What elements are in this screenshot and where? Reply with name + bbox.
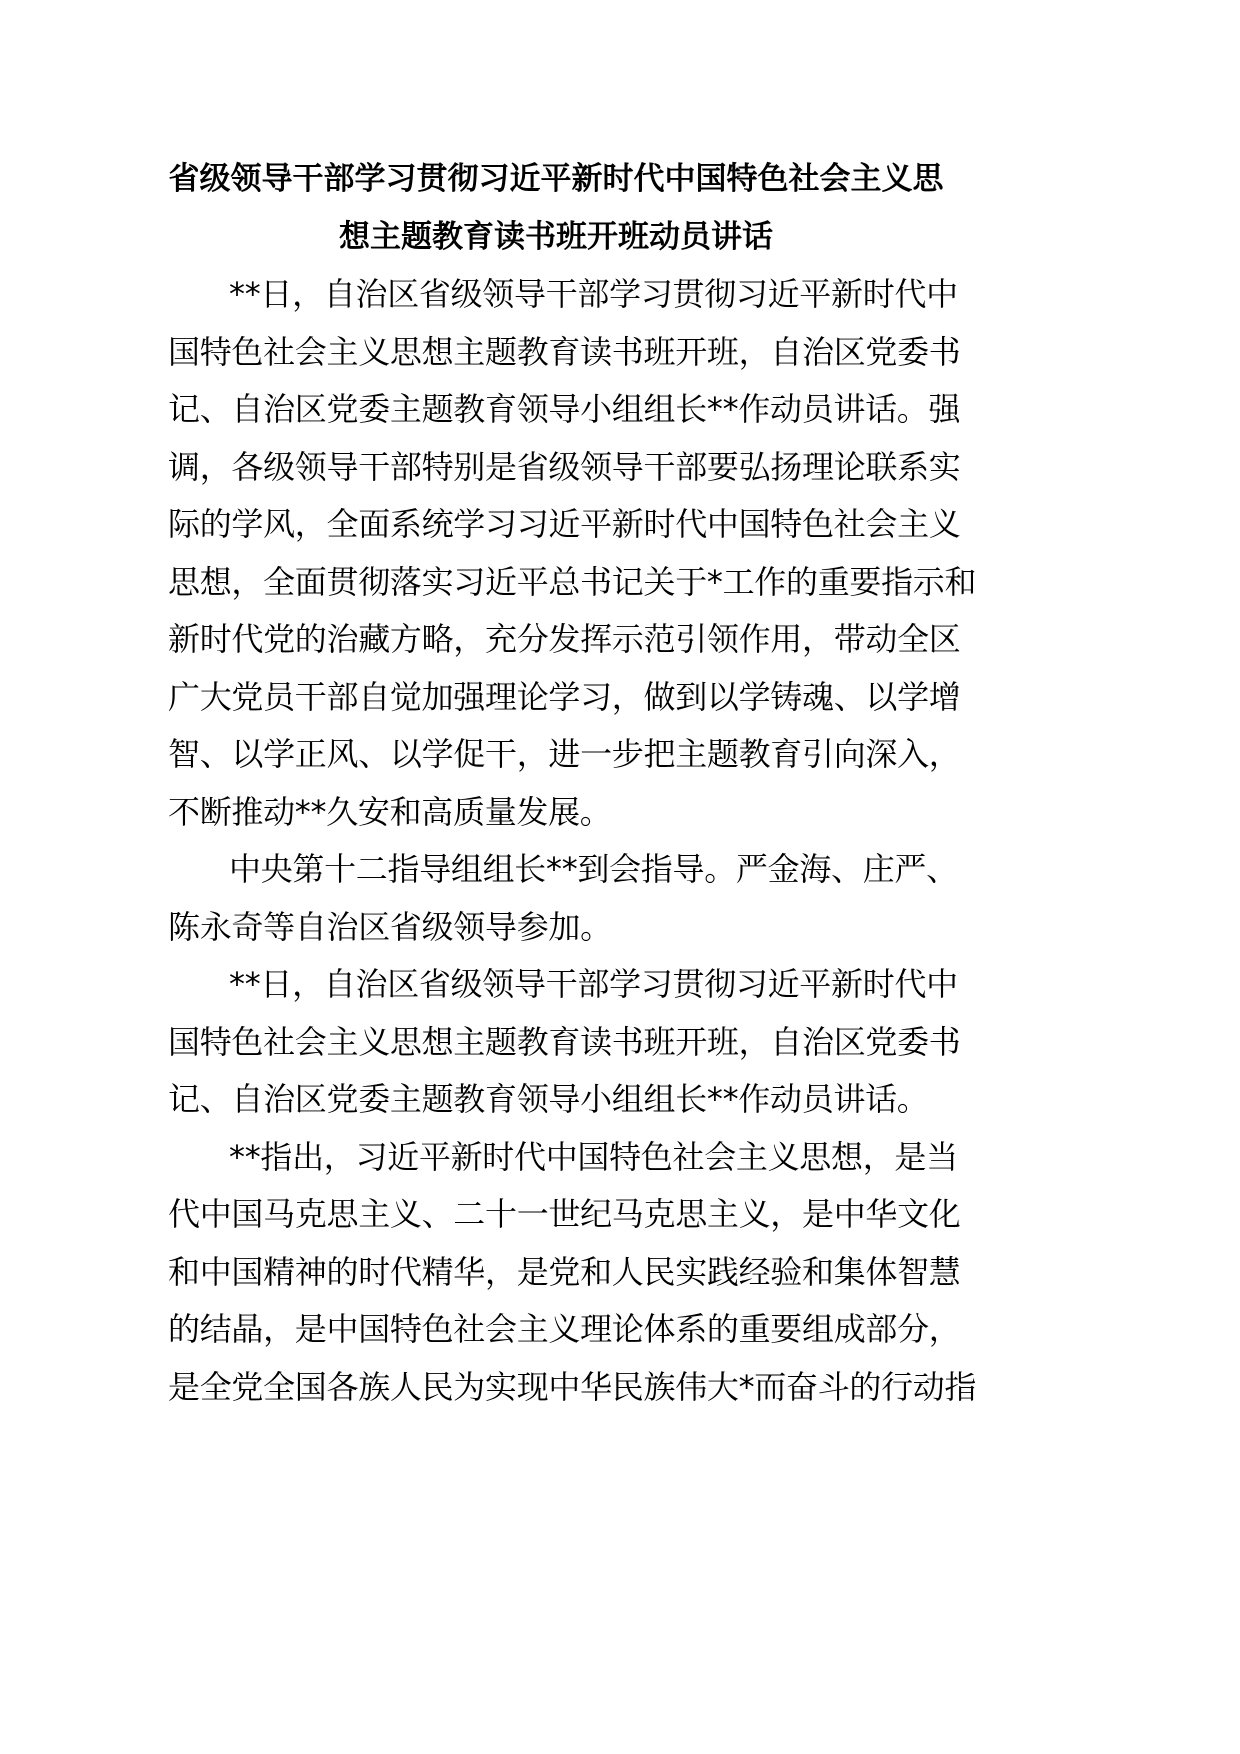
title-line-1: 省级领导干部学习贯彻习近平新时代中国特色社会主义思 bbox=[168, 161, 944, 197]
paragraph-line: 的结晶，是中国特色社会主义理论体系的重要组成部分， bbox=[168, 1310, 961, 1348]
paragraph-line: 记、自治区党委主题教育领导小组组长**作动员讲话。强 bbox=[168, 390, 961, 428]
paragraph-line: 记、自治区党委主题教育领导小组组长**作动员讲话。 bbox=[168, 1080, 929, 1118]
paragraph-line: 代中国马克思主义、二十一世纪马克思主义，是中华文化 bbox=[168, 1195, 961, 1233]
paragraph-line: 国特色社会主义思想主题教育读书班开班，自治区党委书 bbox=[168, 1022, 961, 1061]
title-line-2: 想主题教育读书班开班动员讲话 bbox=[339, 219, 773, 255]
paragraph-line: 际的学风，全面系统学习习近平新时代中国特色社会主义 bbox=[168, 505, 961, 543]
document-page bbox=[168, 150, 977, 1416]
paragraph-line: 不断推动**久安和高质量发展。 bbox=[168, 792, 612, 831]
paragraph-line: 思想，全面贯彻落实习近平总书记关于*工作的重要指示和 bbox=[168, 562, 977, 601]
paragraph-line: 陈永奇等自治区省级领导参加。 bbox=[168, 907, 612, 946]
paragraph-1 bbox=[168, 266, 977, 841]
paragraph-line: 新时代党的治藏方略，充分发挥示范引领作用，带动全区 bbox=[168, 620, 961, 658]
paragraph-line: **日，自治区省级领导干部学习贯彻习近平新时代中 bbox=[229, 965, 958, 1003]
paragraph-4 bbox=[168, 1129, 977, 1417]
paragraph-line: 国特色社会主义思想主题教育读书班开班，自治区党委书 bbox=[168, 332, 961, 371]
paragraph-line: 和中国精神的时代精华，是党和人民实践经验和集体智慧 bbox=[168, 1252, 961, 1291]
paragraph-line: 是全党全国各族人民为实现中华民族伟大*而奋斗的行动指 bbox=[168, 1367, 977, 1406]
paragraph-2 bbox=[168, 841, 958, 956]
paragraph-line: **日，自治区省级领导干部学习贯彻习近平新时代中 bbox=[229, 275, 958, 313]
paragraph-line: 智、以学正风、以学促干，进一步把主题教育引向深入， bbox=[168, 735, 961, 773]
paragraph-line: 中央第十二指导组组长**到会指导。严金海、庄严、 bbox=[229, 850, 958, 888]
paragraph-line: 广大党员干部自觉加强理论学习，做到以学铸魂、以学增 bbox=[168, 677, 961, 716]
document-title bbox=[168, 150, 944, 266]
paragraph-3 bbox=[168, 956, 961, 1129]
paragraph-line: 调，各级领导干部特别是省级领导干部要弘扬理论联系实 bbox=[168, 447, 961, 486]
paragraph-line: **指出，习近平新时代中国特色社会主义思想，是当 bbox=[229, 1137, 958, 1176]
